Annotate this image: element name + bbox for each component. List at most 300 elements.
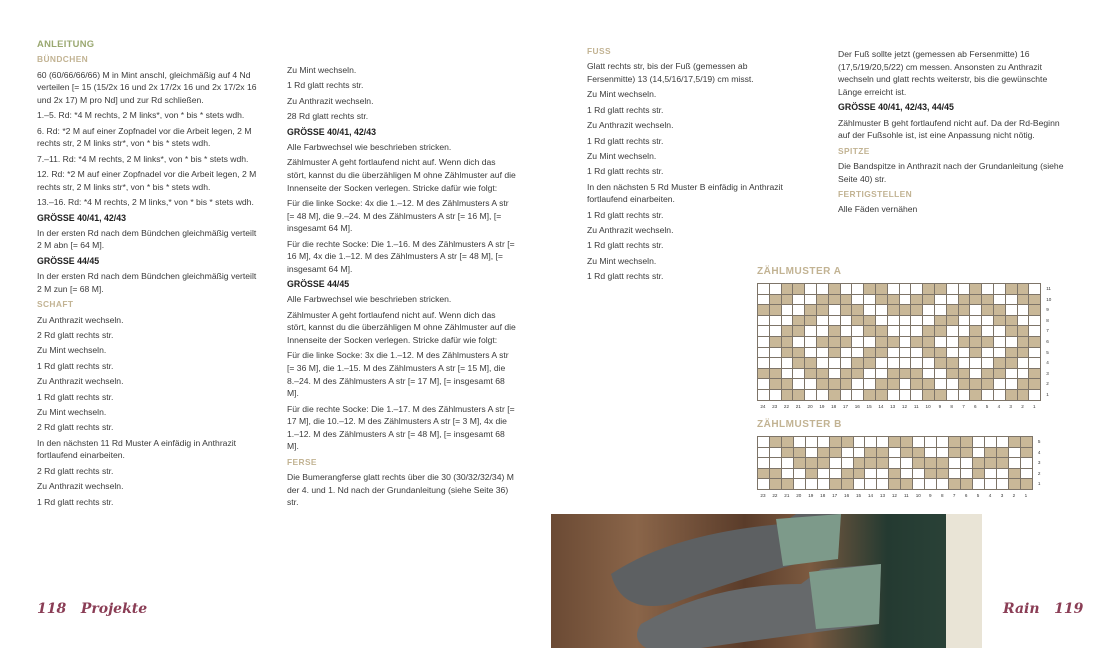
chart-cell — [1021, 469, 1033, 480]
row-label: 5 — [1046, 349, 1049, 355]
paragraph: Zu Mint wechseln. — [587, 89, 657, 100]
chart-cell — [758, 458, 770, 469]
chart-cell — [782, 348, 794, 359]
chart-cell — [818, 479, 830, 490]
column-label: 18 — [831, 403, 837, 409]
chart-cell — [937, 469, 949, 480]
paragraph: 60 (60/66/66/66) M in Mint anschl, gleichmäßig auf 4 Nd verteilen [= 15 (15/2x 16 und 2x 17/2x 16 und 2x 17/2x 16 und 2x 17) M pro Nd] und zur Rd schließen. — [37, 69, 257, 105]
chart-cell — [925, 469, 937, 480]
chart-cell — [1029, 337, 1041, 348]
paragraph: Zählmuster A geht fortlaufend nicht auf. Wenn dich das stört, kannst du die überzähligen M ohne Zählmuster auf die Innenseite der Socken verlegen. Stricke dafür wie folgt: — [287, 157, 516, 193]
chart-cell — [805, 326, 817, 337]
chart-cell — [877, 437, 889, 448]
chart-cell — [970, 284, 982, 295]
chart-cell — [900, 305, 912, 316]
chart-cell — [911, 369, 923, 380]
chart-cell — [1006, 379, 1018, 390]
chart-cell — [782, 337, 794, 348]
column-label: 24 — [760, 403, 766, 409]
chart-cell — [1009, 469, 1021, 480]
chart-cell — [770, 358, 782, 369]
column-label: 12 — [901, 403, 908, 409]
chart-cell — [935, 369, 947, 380]
chart-cell — [911, 390, 923, 401]
chart-cell — [973, 458, 985, 469]
paragraph: 1 Rd glatt rechts str. — [287, 80, 364, 91]
chart-cell — [829, 358, 841, 369]
size-heading: GRÖSSE 40/41, 42/43 — [287, 126, 376, 137]
paragraph: 13.–16. Rd: *4 M rechts, 2 M links,* von * bis * stets wdh. — [37, 197, 254, 208]
chart-cell — [888, 358, 900, 369]
chart-cell — [782, 369, 794, 380]
section-heading: BÜNDCHEN — [37, 54, 89, 65]
chart-cell — [818, 448, 830, 459]
column-label: 13 — [890, 403, 896, 409]
column-label: 3 — [1009, 403, 1012, 409]
chart-cell — [947, 358, 959, 369]
column-label: 5 — [976, 492, 980, 498]
section-heading: ANLEITUNG — [37, 38, 95, 49]
chart-cell — [900, 379, 912, 390]
chart-cell — [770, 316, 782, 327]
paragraph: 1 Rd glatt rechts str. — [587, 135, 664, 146]
footer-right — [1003, 601, 1083, 617]
chart-cell — [1021, 448, 1033, 459]
chart-cell — [888, 379, 900, 390]
chart-cell — [1018, 358, 1030, 369]
chart-cell — [900, 284, 912, 295]
chart-cell — [994, 316, 1006, 327]
chart-cell — [973, 479, 985, 490]
chart-cell — [817, 305, 829, 316]
chart-cell — [959, 284, 971, 295]
paragraph: Zu Anthrazit wechseln. — [587, 120, 674, 131]
chart-cell — [959, 305, 971, 316]
column-3 — [587, 45, 787, 286]
chart-cell — [805, 337, 817, 348]
chart-cell — [864, 358, 876, 369]
paragraph: Zählmuster B geht fortlaufend nicht auf. Da der Rd-Beginn auf der Fußsohle ist, ist eine Anpassung nicht nötig. — [838, 117, 1060, 141]
chart-cell — [923, 284, 935, 295]
column-label: 21 — [795, 403, 801, 409]
chart-cell — [770, 369, 782, 380]
chart-cell — [830, 448, 842, 459]
chart-cell — [805, 369, 817, 380]
chart-cell — [935, 284, 947, 295]
paragraph: 1 Rd glatt rechts str. — [587, 271, 664, 282]
chart-cell — [1029, 284, 1041, 295]
chart-cell — [829, 369, 841, 380]
chart-cell — [888, 316, 900, 327]
chart-cell — [982, 316, 994, 327]
chart-cell — [852, 358, 864, 369]
column-label: 3 — [1000, 492, 1004, 498]
chart-cell — [901, 458, 913, 469]
chart-cell — [852, 284, 864, 295]
chart-cell — [947, 390, 959, 401]
paragraph: Zu Anthrazit wechseln. — [37, 481, 124, 492]
chart-cell — [889, 479, 901, 490]
chart-cell — [782, 458, 794, 469]
chart-cell — [923, 379, 935, 390]
chart-cell — [1006, 326, 1018, 337]
paragraph: Zu Anthrazit wechseln. — [587, 225, 674, 236]
paragraph: Glatt rechts str, bis der Fuß (gemessen ab Fersenmitte) 13 (14,5/16/17,5/19) cm misst. — [587, 61, 754, 84]
chart-cell — [1018, 305, 1030, 316]
chart-cell — [970, 379, 982, 390]
chart-cell — [841, 284, 853, 295]
chart-cell — [842, 437, 854, 448]
chart-cell — [864, 326, 876, 337]
paragraph: Die Bandspitze in Anthrazit nach der Grundanleitung (siehe Seite 40) str. — [838, 160, 1064, 184]
chart-cell — [970, 305, 982, 316]
chart-cell — [985, 479, 997, 490]
column-label: 8 — [950, 403, 953, 409]
chart-cell — [841, 390, 853, 401]
chart-cell — [994, 326, 1006, 337]
chart-cell — [794, 479, 806, 490]
chart-cell — [994, 337, 1006, 348]
chart-cell — [1029, 358, 1041, 369]
chart-cell — [1029, 379, 1041, 390]
chart-cell — [782, 479, 794, 490]
chart-cell — [770, 469, 782, 480]
chart-cell — [841, 348, 853, 359]
chart-cell — [923, 369, 935, 380]
chart-cell — [985, 458, 997, 469]
paragraph: In den nächsten 5 Rd Muster B einfädig in Anthrazit fortlaufend einarbeiten. — [587, 181, 783, 205]
chart-cell — [1018, 379, 1030, 390]
paragraph: 6. Rd: *2 M auf einer Zopfnadel vor die Arbeit legen, 2 M rechts str, 2 M links str*, von * bis * stets wdh. — [37, 125, 252, 149]
column-2 — [287, 64, 517, 512]
chart-cell — [982, 337, 994, 348]
size-heading: GRÖSSE 44/45 — [287, 279, 350, 290]
row-label: 11 — [1046, 286, 1051, 291]
column-label: 11 — [903, 492, 909, 498]
chart-cell — [923, 326, 935, 337]
chart-cell — [888, 295, 900, 306]
chart-cell — [1018, 284, 1030, 295]
column-label: 9 — [938, 403, 942, 409]
chart-cell — [1018, 337, 1030, 348]
chart-cell — [961, 458, 973, 469]
column-label: 19 — [808, 492, 814, 498]
chart-cell — [1029, 295, 1041, 306]
chart-cell — [935, 348, 947, 359]
column-label: 6 — [964, 492, 968, 498]
chart-cell — [864, 295, 876, 306]
section-heading: SCHAFT — [37, 299, 74, 310]
chart-cell — [758, 379, 770, 390]
paragraph: Zu Anthrazit wechseln. — [287, 95, 374, 106]
chart-cell — [923, 316, 935, 327]
chart-cell — [876, 316, 888, 327]
chart-cell — [1029, 348, 1041, 359]
chart-cell — [1029, 305, 1041, 316]
chart-cell — [758, 305, 770, 316]
chart-cell — [829, 305, 841, 316]
chart-cell — [876, 369, 888, 380]
chart-cell — [947, 337, 959, 348]
column-label: 1 — [1024, 492, 1028, 498]
chart-cell — [935, 316, 947, 327]
chart-cell — [935, 379, 947, 390]
chart-cell — [1006, 284, 1018, 295]
chart-cell — [793, 316, 805, 327]
chart-cell — [782, 379, 794, 390]
paragraph: Für die rechte Socke: Die 1.–16. M des Zählmusters A str [= 16 M], 4x die 1.–12. M des Zählmusters A str [= 48 M], [= insgesamt 64 M]. — [287, 238, 515, 274]
chart-a-title: ZÄHLMUSTER A — [757, 266, 842, 277]
chart-cell — [1006, 358, 1018, 369]
chart-cell — [911, 284, 923, 295]
chart-cell — [997, 469, 1009, 480]
paragraph: In den nächsten 11 Rd Muster A einfädig in Anthrazit fortlaufend einarbeiten. — [37, 437, 237, 461]
paragraph: Für die linke Socke: 4x die 1.–12. M des Zählmusters A str [= 48 M], die 9.–24. M des Zählmusters A str [= 16 M], [= insgesamt 64 M]. — [287, 197, 509, 234]
chart-cell — [935, 390, 947, 401]
chart-cell — [805, 305, 817, 316]
chart-cell — [994, 284, 1006, 295]
paragraph: Zu Mint wechseln. — [587, 255, 657, 266]
chart-cell — [842, 458, 854, 469]
chart-cell — [830, 469, 842, 480]
column-label: 6 — [974, 403, 977, 409]
row-label: 3 — [1046, 370, 1049, 376]
paragraph: Alle Farbwechsel wie beschrieben stricken. — [287, 141, 452, 152]
paragraph: 1 Rd glatt rechts str. — [37, 496, 114, 507]
chart-cell — [841, 326, 853, 337]
paragraph: 1.–5. Rd: *4 M rechts, 2 M links*, von * bis * stets wdh. — [37, 110, 245, 121]
chart-cell — [925, 448, 937, 459]
chart-cell — [937, 437, 949, 448]
chart-cell — [876, 379, 888, 390]
chart-cell — [1029, 369, 1041, 380]
column-label: 14 — [867, 492, 874, 498]
row-label: 1 — [1046, 392, 1049, 397]
column-label: 19 — [819, 403, 825, 409]
chart-cell — [817, 358, 829, 369]
chart-cell — [947, 295, 959, 306]
chart-cell — [818, 458, 830, 469]
paragraph: Zu Mint wechseln. — [287, 65, 357, 75]
chart-cell — [1009, 448, 1021, 459]
chart-cell — [925, 479, 937, 490]
chart-cell — [947, 284, 959, 295]
paragraph: 1 Rd glatt rechts str. — [587, 209, 664, 220]
chart-cell — [841, 337, 853, 348]
chart-cell — [985, 469, 997, 480]
chart-cell — [782, 390, 794, 401]
chart-cell — [925, 437, 937, 448]
chart-cell — [793, 379, 805, 390]
chart-cell — [806, 469, 818, 480]
column-label: 15 — [856, 492, 862, 498]
chart-cell — [806, 448, 818, 459]
row-label: 4 — [1046, 360, 1049, 366]
chart-cell — [997, 458, 1009, 469]
column-label: 1 — [1033, 403, 1036, 409]
chart-cell — [817, 295, 829, 306]
paragraph: In der ersten Rd nach dem Bündchen gleichmäßig verteilt 2 M zun [= 68 M]. — [37, 271, 257, 294]
paragraph: 1 Rd glatt rechts str. — [587, 166, 664, 177]
chart-cell — [994, 390, 1006, 401]
chart-cell — [876, 284, 888, 295]
paragraph: 7.–11. Rd: *4 M rechts, 2 M links*, von * bis * stets wdh. — [37, 153, 249, 164]
chart-cell — [758, 479, 770, 490]
chart-cell — [947, 326, 959, 337]
paragraph: Zu Mint wechseln. — [37, 406, 107, 417]
row-label: 1 — [1037, 481, 1041, 486]
running-title-left: Projekte — [80, 601, 148, 617]
column-label: 17 — [842, 403, 849, 409]
chart-cell — [817, 284, 829, 295]
chart-cell — [923, 358, 935, 369]
chart-cell — [900, 390, 912, 401]
chart-cell — [770, 295, 782, 306]
paragraph: Zu Mint wechseln. — [37, 345, 107, 356]
chart-cell — [782, 305, 794, 316]
row-label: 8 — [1046, 317, 1049, 323]
chart-cell — [923, 390, 935, 401]
chart-cell — [817, 390, 829, 401]
chart-cell — [949, 479, 961, 490]
chart-cell — [901, 448, 913, 459]
column-label: 20 — [807, 403, 813, 409]
chart-cell — [852, 305, 864, 316]
chart-cell — [1009, 437, 1021, 448]
chart-cell — [1018, 295, 1030, 306]
chart-cell — [793, 326, 805, 337]
chart-cell — [852, 348, 864, 359]
chart-cell — [935, 337, 947, 348]
size-heading: GRÖSSE 44/45 — [37, 255, 100, 266]
chart-cell — [758, 448, 770, 459]
chart-cell — [782, 326, 794, 337]
chart-cell — [949, 437, 961, 448]
row-label: 10 — [1046, 296, 1052, 302]
chart-cell — [901, 437, 913, 448]
chart-cell — [818, 469, 830, 480]
chart-cell — [1018, 326, 1030, 337]
chart-cell — [865, 479, 877, 490]
chart-cell — [1006, 295, 1018, 306]
column-label: 18 — [820, 492, 826, 498]
chart-cell — [805, 379, 817, 390]
chart-cell — [985, 437, 997, 448]
paragraph: In der ersten Rd nach dem Bündchen gleichmäßig verteilt 2 M abn [= 64 M]. — [37, 227, 257, 251]
column-4 — [838, 48, 1068, 219]
chart-cell — [911, 295, 923, 306]
column-label: 15 — [866, 403, 872, 409]
chart-cell — [865, 469, 877, 480]
chart-cell — [864, 390, 876, 401]
chart-cell — [852, 295, 864, 306]
chart-cell — [758, 337, 770, 348]
paragraph: 28 Rd glatt rechts str. — [287, 111, 369, 122]
chart-cell — [900, 337, 912, 348]
paragraph: Für die rechte Socke: Die 1.–17. M des Zählmusters A str [= 17 M], die 10.–12. M des Zählmusters A str [= 3 M], 4x die 1.–12. M des Zählmusters A str [= 48 M], [= insgesamt 68 M]. — [287, 403, 515, 452]
chart-cell — [876, 358, 888, 369]
chart-cell — [1006, 316, 1018, 327]
column-label: 16 — [844, 492, 850, 498]
chart-cell — [982, 358, 994, 369]
chart-cell — [770, 284, 782, 295]
chart-cell — [854, 458, 866, 469]
chart-cell — [805, 295, 817, 306]
chart-cell — [782, 284, 794, 295]
chart-cell — [994, 358, 1006, 369]
chart-cell — [911, 358, 923, 369]
chart-cell — [900, 326, 912, 337]
chart-cell — [935, 305, 947, 316]
chart-cell — [947, 379, 959, 390]
chart-cell — [770, 305, 782, 316]
chart-cell — [961, 437, 973, 448]
row-label: 7 — [1046, 328, 1049, 334]
chart-grid — [757, 283, 1041, 401]
chart-cell — [842, 479, 854, 490]
column-label: 7 — [962, 403, 965, 409]
chart-cell — [864, 284, 876, 295]
chart-cell — [889, 469, 901, 480]
chart-cell — [961, 469, 973, 480]
chart-cell — [817, 316, 829, 327]
chart-cell — [888, 369, 900, 380]
chart-cell — [758, 284, 770, 295]
chart-cell — [888, 390, 900, 401]
chart-cell — [1029, 326, 1041, 337]
paragraph: 2 Rd glatt rechts str. — [37, 465, 114, 476]
chart-cell — [888, 337, 900, 348]
chart-cell — [841, 316, 853, 327]
chart-cell — [959, 316, 971, 327]
chart-cell — [830, 458, 842, 469]
chart-cell — [1006, 369, 1018, 380]
chart-cell — [817, 348, 829, 359]
chart-cell — [877, 479, 889, 490]
chart-cell — [817, 337, 829, 348]
chart-cell — [888, 284, 900, 295]
paragraph: Der Fuß sollte jetzt (gemessen ab Fersenmitte) 16 (17,5/19/20,5/22) cm messen. Ansonsten zu Anthrazit wechseln und glatt rechts weiterstr, bis die gewünschte Länge erreicht ist. — [838, 49, 1048, 97]
chart-cell — [818, 437, 830, 448]
chart-cell — [949, 448, 961, 459]
chart-cell — [959, 326, 971, 337]
chart-cell — [854, 479, 866, 490]
chart-cell — [925, 458, 937, 469]
chart-cell — [1018, 348, 1030, 359]
chart-cell — [913, 437, 925, 448]
chart-cell — [877, 458, 889, 469]
chart-cell — [947, 316, 959, 327]
chart-cell — [911, 337, 923, 348]
chart-cell — [829, 337, 841, 348]
chart-cell — [970, 348, 982, 359]
column-label: 2 — [1012, 492, 1016, 498]
page-number-right: 119 — [1054, 601, 1084, 617]
chart-cell — [1006, 348, 1018, 359]
column-label: 11 — [913, 403, 919, 409]
chart-cell — [1021, 479, 1033, 490]
chart-cell — [997, 479, 1009, 490]
chart-cell — [1018, 390, 1030, 401]
chart-cell — [959, 390, 971, 401]
chart-cell — [913, 479, 925, 490]
column-label: 10 — [925, 403, 931, 409]
paragraph: Alle Fäden vernähen — [838, 204, 918, 215]
chart-cell — [982, 379, 994, 390]
chart-cell — [913, 448, 925, 459]
size-heading: GRÖSSE 40/41, 42/43 — [37, 212, 126, 223]
running-title-right: Rain — [1003, 601, 1040, 617]
